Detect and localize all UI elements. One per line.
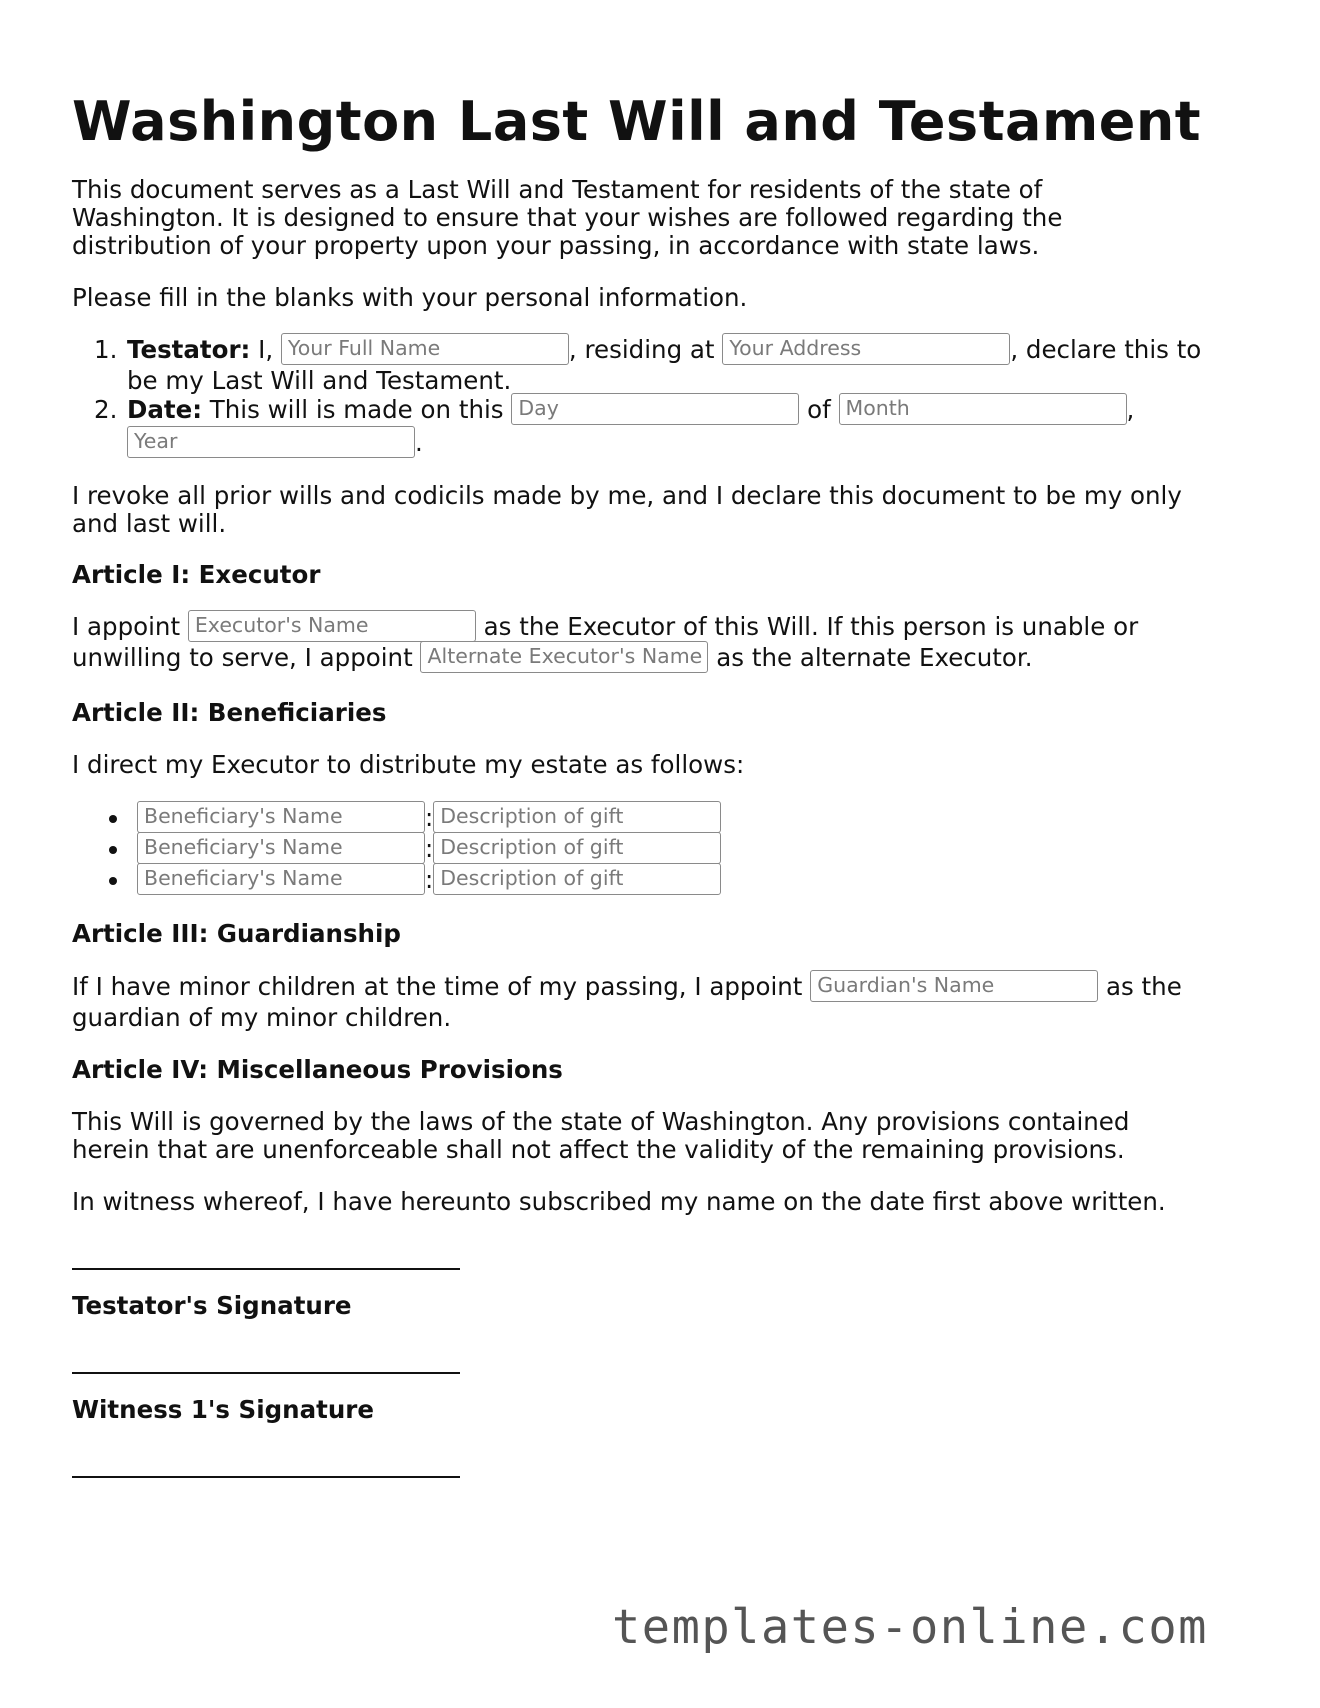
article-1-paragraph-continued bbox=[72, 643, 1252, 675]
date-item bbox=[94, 395, 1135, 427]
testator-signature-label: Testator's Signature bbox=[72, 1291, 352, 1320]
article-4-line: herein that are unenforceable shall not affect the validity of the remaining provisions. bbox=[72, 1135, 1125, 1164]
full-name-field[interactable]: Your Full Name bbox=[281, 333, 569, 365]
gift-description-field[interactable]: Description of gift bbox=[433, 801, 721, 833]
beneficiary-item bbox=[137, 865, 721, 899]
article-3-paragraph bbox=[72, 972, 1252, 1004]
testator-text: , declare this to bbox=[1010, 335, 1202, 364]
date-item-continued bbox=[127, 428, 423, 460]
date-text: This will is made on this bbox=[202, 395, 512, 424]
testator-text: , residing at bbox=[568, 335, 723, 364]
article-1-paragraph bbox=[72, 612, 1252, 644]
list-number: 1. bbox=[94, 335, 118, 364]
intro-paragraph bbox=[72, 175, 1252, 261]
witness-2-signature-line[interactable] bbox=[72, 1476, 460, 1478]
instructions-line: Please fill in the blanks with your personal information. bbox=[72, 283, 748, 312]
guardian-name-field[interactable]: Guardian's Name bbox=[810, 970, 1098, 1002]
article-3-text: If I have minor children at the time of my passing, I appoint bbox=[72, 972, 811, 1001]
intro-line: distribution of your property upon your passing, in accordance with state laws. bbox=[72, 231, 1040, 260]
instructions-text bbox=[72, 283, 1252, 313]
year-field[interactable]: Year bbox=[127, 426, 415, 458]
article-1-heading: Article I: Executor bbox=[72, 560, 321, 589]
article-1-text: unwilling to serve, I appoint bbox=[72, 643, 421, 672]
article-4-heading: Article IV: Miscellaneous Provisions bbox=[72, 1055, 563, 1084]
bullet-icon bbox=[109, 877, 117, 885]
article-1-text: as the alternate Executor. bbox=[708, 643, 1033, 672]
testator-label: Testator: bbox=[127, 335, 251, 364]
article-3-text: as the bbox=[1098, 972, 1182, 1001]
testator-item bbox=[94, 335, 1202, 367]
date-text: of bbox=[799, 395, 839, 424]
article-3-heading: Article III: Guardianship bbox=[72, 919, 401, 948]
bullet-icon bbox=[109, 846, 117, 854]
intro-line: Washington. It is designed to ensure that your wishes are followed regarding the bbox=[72, 203, 1063, 232]
gift-description-field[interactable]: Description of gift bbox=[433, 863, 721, 895]
separator: : bbox=[425, 803, 434, 832]
revocation-line: I revoke all prior wills and codicils made by me, and I declare this document to be my only bbox=[72, 481, 1182, 510]
article-2-heading: Article II: Beneficiaries bbox=[72, 698, 387, 727]
separator: : bbox=[425, 834, 434, 863]
month-field[interactable]: Month bbox=[839, 393, 1127, 425]
witness-statement bbox=[72, 1187, 1252, 1217]
article-1-text: I appoint bbox=[72, 612, 188, 641]
separator: : bbox=[425, 865, 434, 894]
gift-description-field[interactable]: Description of gift bbox=[433, 832, 721, 864]
article-1-text: as the Executor of this Will. If this person is unable or bbox=[475, 612, 1139, 641]
address-field[interactable]: Your Address bbox=[722, 333, 1010, 365]
day-field[interactable]: Day bbox=[511, 393, 799, 425]
date-text: , bbox=[1126, 395, 1135, 424]
testator-text: I, bbox=[250, 335, 281, 364]
article-2-intro bbox=[72, 750, 1252, 780]
list-number: 2. bbox=[94, 395, 118, 424]
witness-statement-line: In witness whereof, I have hereunto subscribed my name on the date first above written. bbox=[72, 1187, 1166, 1216]
beneficiary-name-field[interactable]: Beneficiary's Name bbox=[137, 832, 425, 864]
article-4-paragraph bbox=[72, 1107, 1252, 1165]
revocation-paragraph bbox=[72, 481, 1252, 539]
beneficiary-name-field[interactable]: Beneficiary's Name bbox=[137, 863, 425, 895]
watermark: templates-online.com bbox=[612, 1600, 1208, 1655]
article-3-paragraph-continued bbox=[72, 1003, 1252, 1033]
revocation-line: and last will. bbox=[72, 509, 227, 538]
testator-signature-line[interactable] bbox=[72, 1268, 460, 1270]
alternate-executor-field[interactable]: Alternate Executor's Name bbox=[420, 641, 708, 673]
date-text: . bbox=[415, 428, 423, 457]
date-label: Date: bbox=[127, 395, 202, 424]
intro-line: This document serves as a Last Will and Testament for residents of the state of bbox=[72, 175, 1043, 204]
article-3-text: guardian of my minor children. bbox=[72, 1003, 452, 1032]
beneficiary-name-field[interactable]: Beneficiary's Name bbox=[137, 801, 425, 833]
witness-1-signature-line[interactable] bbox=[72, 1372, 460, 1374]
testator-item-continued bbox=[127, 366, 511, 396]
article-2-intro-line: I direct my Executor to distribute my estate as follows: bbox=[72, 750, 745, 779]
page-title: Washington Last Will and Testament bbox=[72, 90, 1202, 153]
executor-name-field[interactable]: Executor's Name bbox=[188, 610, 476, 642]
bullet-icon bbox=[109, 815, 117, 823]
witness-1-signature-label: Witness 1's Signature bbox=[72, 1395, 374, 1424]
article-4-line: This Will is governed by the laws of the state of Washington. Any provisions contained bbox=[72, 1107, 1130, 1136]
testator-text: be my Last Will and Testament. bbox=[127, 366, 512, 395]
